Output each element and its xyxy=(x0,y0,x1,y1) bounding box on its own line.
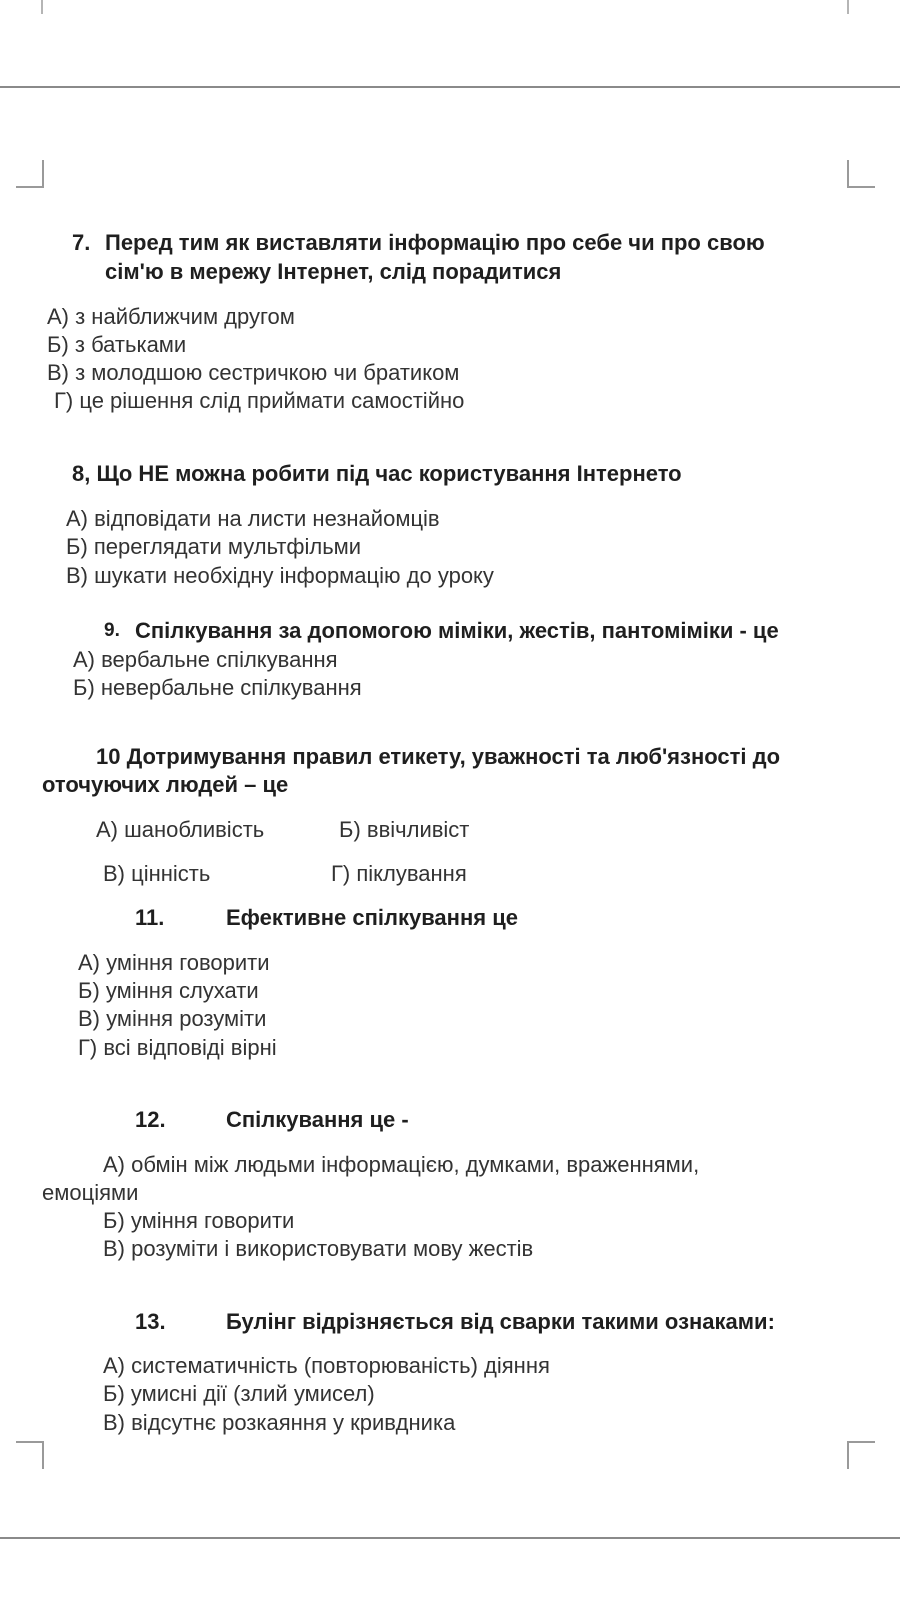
margin-corner-bottom-right xyxy=(847,1441,875,1469)
question-7-text-line-2: сім'ю в мережу Інтернет, слід порадитися xyxy=(105,259,562,284)
question-11-text: Ефективне спілкування це xyxy=(226,905,518,930)
question-10-option-d: Г) піклування xyxy=(331,861,467,886)
question-7-number: 7. xyxy=(72,230,91,255)
page-separator-top xyxy=(0,86,900,88)
question-7-option-d: Г) це рішення слід приймати самостійно xyxy=(54,388,465,413)
question-8-option-b: Б) переглядати мультфільми xyxy=(66,534,362,559)
question-8-text: 8, Що НЕ можна робити під час користування Інтернето xyxy=(72,461,682,486)
question-10-option-a: А) шанобливість xyxy=(96,817,265,842)
question-12-number: 12. xyxy=(135,1107,166,1132)
question-7-option-b: Б) з батьками xyxy=(47,332,187,357)
question-8-option-a: А) відповідати на листи незнайомців xyxy=(66,506,440,531)
question-10-option-b: Б) ввічливіст xyxy=(339,817,470,842)
question-7-option-c: В) з молодшою сестричкою чи братиком xyxy=(47,360,460,385)
question-12-text: Спілкування це - xyxy=(226,1107,409,1132)
question-8-option-c: В) шукати необхідну інформацію до уроку xyxy=(66,563,494,588)
question-11-option-b: Б) уміння слухати xyxy=(78,978,259,1003)
page-margin-right-top xyxy=(847,0,849,14)
question-13-number: 13. xyxy=(135,1309,166,1334)
question-13-text: Булінг відрізняється від сварки такими ознаками: xyxy=(226,1309,775,1334)
question-7-text-line-1: Перед тим як виставляти інформацію про себе чи про свою xyxy=(105,230,765,255)
question-9-number: 9. xyxy=(104,620,120,641)
question-7-option-a: А) з найближчим другом xyxy=(47,304,295,329)
margin-corner-top-right xyxy=(847,160,875,188)
question-11-option-c: В) уміння розуміти xyxy=(78,1006,267,1031)
question-10-text-line-1: 10 Дотримування правил етикету, уважності та люб'язності до xyxy=(96,744,781,769)
page-margin-left-top xyxy=(41,0,43,14)
question-11-option-d: Г) всі відповіді вірні xyxy=(78,1035,277,1060)
question-12-option-b: Б) уміння говорити xyxy=(103,1208,295,1233)
margin-corner-bottom-left xyxy=(16,1441,44,1469)
question-10-text-line-2: оточуючих людей – це xyxy=(42,772,289,797)
question-9-text: Спілкування за допомогою міміки, жестів, пантоміміки - це xyxy=(135,618,779,643)
question-9-option-a: А) вербальне спілкування xyxy=(73,647,338,672)
question-12-option-a-line-2: емоціями xyxy=(42,1180,139,1205)
question-10-option-c: В) цінність xyxy=(103,861,211,886)
question-13-option-c: В) відсутнє розкаяння у кривдника xyxy=(103,1410,456,1435)
question-11-option-a: А) уміння говорити xyxy=(78,950,270,975)
question-13-option-a: А) систематичність (повторюваність) діяння xyxy=(103,1353,550,1378)
margin-corner-top-left xyxy=(16,160,44,188)
question-12-option-c: В) розуміти і використовувати мову жестів xyxy=(103,1236,534,1261)
question-11-number: 11. xyxy=(135,905,165,930)
page-separator-bottom xyxy=(0,1537,900,1539)
question-12-option-a-line-1: А) обмін між людьми інформацією, думками, враженнями, xyxy=(103,1152,700,1177)
question-9-option-b: Б) невербальне спілкування xyxy=(73,675,362,700)
question-13-option-b: Б) умисні дії (злий умисел) xyxy=(103,1381,375,1406)
